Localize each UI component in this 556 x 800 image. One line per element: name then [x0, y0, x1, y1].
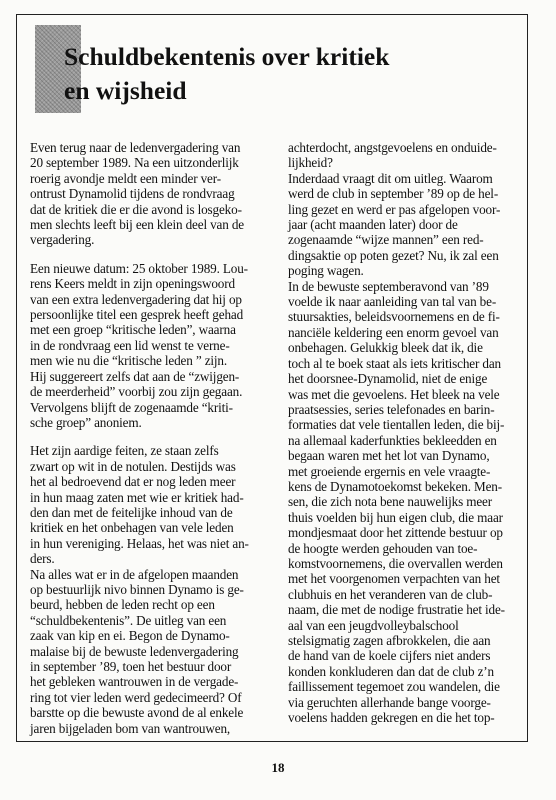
- paragraph: Een nieuwe datum: 25 oktober 1989. Lou- rens Keers meldt in zijn openingswoord van een extra ledenvergadering dat hij op persoonlijke titel een gesprek heeft gehad met een groep “kritische leden”, waarna in de rondvraag een lid wenst te verne- men wie nu die “kritische leden ” zijn. Hij suggereert zelfs dat aan de “zwijgen- de meerderheid” voorbij zou zijn gegaan. Vervolgens blijft de zogenaamde “kriti- sche groep” anoniem.: [30, 260, 248, 430]
- paragraph: Even terug naar de ledenvergadering van 20 september 1989. Na een uitzonderlijk roerig avondje meldt een minder ver- ontrust Dynamolid tijdens de rondvraag dat de kritiek die er die avond is losgeko- men slechts leeft bij een klein deel van de vergadering.: [30, 140, 244, 248]
- paragraph: Het zijn aardige feiten, ze staan zelfs zwart op wit in de notulen. Destijds was het al bedroevend dat er nog leden meer in hun maag zaten met wie er kritiek had- den dan met de feitelijke inhoud van de kritiek en het onbehagen van vele leden in hun vereniging. Helaas, het was niet an- ders.: [30, 443, 249, 567]
- paragraph: achterdocht, angstgevoelens en onduide- lijkheid? Inderdaad vraagt dit om uitleg. Waarom werd de club in september ’89 op de hel- ling gezet en werd er pas afgelopen voor- jaar (acht maanden later) door de zogenaamde “wijze mannen” een red- dingsaktie op poten gezet? Nu, ik zal een poging wagen.: [288, 140, 501, 279]
- paragraph: Na alles wat er in de afgelopen maanden op bestuurlijk nivo binnen Dynamo is ge- beurd, hebben de leden recht op een “schuldbekentenis”. De uitleg van een zaak van kip en ei. Begon de Dynamo- malaise bij de bewuste ledenvergadering in september ’89, toen het bestuur door het gebleken wantrouwen in de vergade- ring tot vier leden werd gedecimeerd? Of barstte op die bewuste avond de al enkele jaren bijgeladen bom van wantrouwen,: [30, 566, 244, 736]
- title-line-2: en wijsheid: [64, 76, 187, 105]
- paragraph: In de bewuste septemberavond van ’89 voelde ik naar aanleiding van tal van be- stuursakties, beleidsvoornemens en de fi- nanciële keldering een enorm gevoel van onbehagen. Gelukkig bleek dat ik, die toch al te boek staat als iets kritischer dan het doorsnee-Dynamolid, niet de enige was met die gevoelens. Het bleek na vele praatsessies, series telefonades en barin- formaties dat vele tientallen leden, die bij- na allemaal kaderfunkties bekleedden en begaan waren met het lot van Dynamo, met groeiende ergernis en vele vraagte- kens de Dynamotoekomst bekeken. Men- sen, die zich nota bene nauwelijks meer thuis voelden bij hun eigen club, die maar mondjesmaat door het zittende bestuur op de hoogte werden gehouden van toe- komstvoornemens, die overvallen werden met het voorgenomen verpachten van het clubhuis en het veranderen van de club- naam, die met de nodige frustratie het ide- aal van een jeugdvolleybalschool stelsigmatig zagen afbrokkelen, die aan de hand van de koele cijfers niet anders konden konkluderen dan dat de club z’n faillissement tegemoet zou wandelen, die via geruchten allerhande bange voorge- voelens hadden gekregen en die het top-: [288, 278, 505, 726]
- page-number: 18: [271, 760, 285, 775]
- right-column: [288, 140, 524, 725]
- article-title: [64, 40, 504, 108]
- left-column: [30, 140, 278, 736]
- title-line-1: Schuldbekentenis over kritiek: [64, 42, 390, 71]
